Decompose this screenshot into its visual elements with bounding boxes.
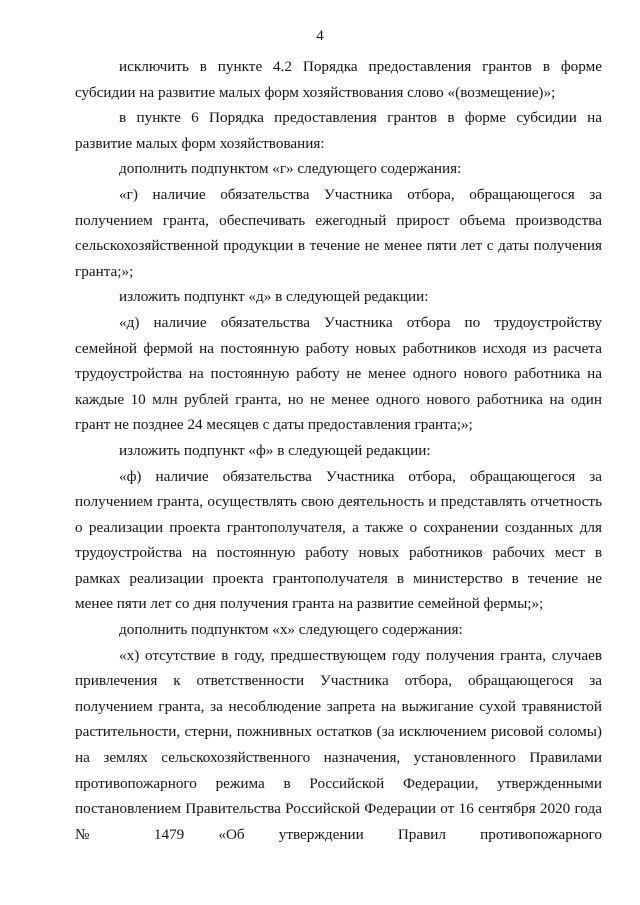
paragraph-add-subpoint-h: дополнить подпунктом «х» следующего содержания: bbox=[119, 621, 463, 639]
paragraph-exclude-word: исключить в пункте 4.2 Порядка предоставления грантов в форме субсидии на развитие малых форм хозяйствования слово «(возмещение)»; bbox=[75, 58, 602, 101]
paragraph-restate-subpoint-d: изложить подпункт «д» в следующей редакции: bbox=[119, 288, 429, 306]
paragraph-restate-subpoint-f: изложить подпункт «ф» в следующей редакции: bbox=[119, 441, 431, 459]
paragraph-subpoint-g-text: «г) наличие обязательства Участника отбора, обращающегося за получением гранта, обеспечивать ежегодный прирост объема производства сельскохозяйственной продукции в течение не менее пяти лет с даты получения гранта;»; bbox=[75, 185, 602, 280]
paragraph-point-6-intro: в пункте 6 Порядка предоставления грантов в форме субсидии на развитие малых форм хозяйствования: bbox=[75, 109, 602, 152]
paragraph-subpoint-d-text: «д) наличие обязательства Участника отбора по трудоустройству семейной фермой на постоянную работу новых работников исходя из расчета трудоустройства на постоянную работу не менее одного нового работника на каждые 10 млн рублей гранта, но не менее одного нового работника на один грант не позднее 24 месяцев с даты предоставления гранта;»; bbox=[75, 313, 602, 434]
document-body bbox=[75, 54, 602, 847]
paragraph-subpoint-h-text: «х) отсутствие в году, предшествующем году получения гранта, случаев привлечения к ответственности Участника отбора, обращающегося за получением гранта, за несоблюдение запрета на выжигание сухой травянистой растительности, стерни, пожнивных остатков (за исключением рисовой соломы) на землях сельскохозяйственного назначения, установленного Правилами противопожарного режима в Российской Федерации, утвержденными постановлением Правительства Российской Федерации от 16 сентября 2020 года № 1479 «Об утверждении Правил противопожарного bbox=[75, 646, 602, 843]
paragraph-add-subpoint-g: дополнить подпунктом «г» следующего содержания: bbox=[119, 160, 462, 178]
paragraph-subpoint-f-text: «ф) наличие обязательства Участника отбора, обращающегося за получением гранта, осуществлять свою деятельность и представлять отчетность о реализации проекта грантополучателя, а также о сохранении созданных для трудоустройства на постоянную работу новых работников рабочих мест в рамках реализации проекта грантополучателя в министерство в течение не менее пяти лет со дня получения гранта на развитие семейной фермы;»; bbox=[75, 467, 602, 613]
page-number: 4 bbox=[316, 28, 324, 44]
